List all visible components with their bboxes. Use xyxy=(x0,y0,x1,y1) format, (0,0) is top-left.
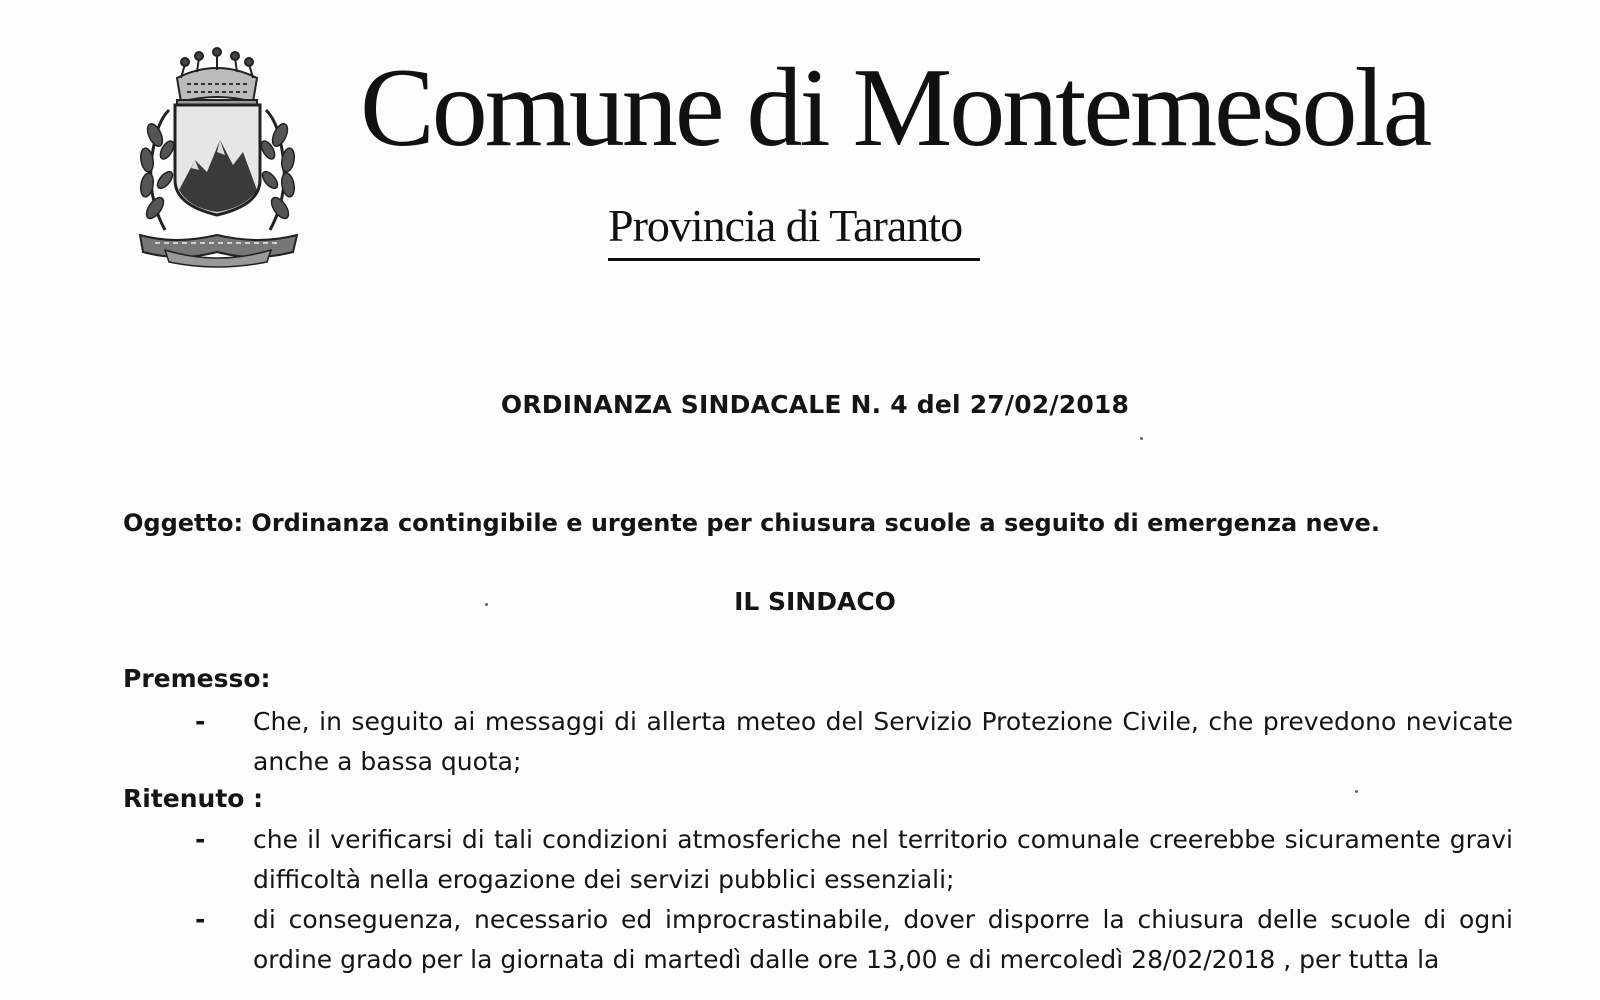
scan-speck xyxy=(1355,790,1358,793)
list-item-text: Che, in seguito ai messaggi di allerta meteo del Servizio Protezione Civile, che prevedono nevicate anche a bassa quota; xyxy=(253,707,1513,776)
province-underline xyxy=(608,258,980,261)
authority-heading: IL SINDACO xyxy=(734,587,896,616)
bullet-dash: - xyxy=(195,825,206,854)
list-item-text: che il verificarsi di tali condizioni atmosferiche nel territorio comunale creerebbe sicuramente gravi difficoltà nella erogazione dei servizi pubblici essenziali; xyxy=(253,825,1513,894)
list-item xyxy=(195,900,1513,980)
list-item xyxy=(195,702,1513,782)
list-item-text: di conseguenza, necessario ed improcrastinabile, dover disporre la chiusura delle scuole di ogni ordine grado per la giornata di martedì dalle ore 13,00 e di mercoledì 28/02/2018 , per tutta la xyxy=(253,905,1513,974)
scan-speck xyxy=(1140,437,1143,440)
province-subtitle: Provincia di Taranto xyxy=(608,200,963,251)
list-item xyxy=(195,820,1513,900)
coat-of-arms-icon xyxy=(125,40,310,270)
section-label-premesso: Premesso: xyxy=(123,664,271,693)
section-label-ritenuto: Ritenuto : xyxy=(123,784,264,813)
ordinance-title: ORDINANZA SINDACALE N. 4 del 27/02/2018 xyxy=(500,390,1130,419)
scan-speck xyxy=(485,603,488,606)
municipality-title: Comune di Montemesola xyxy=(360,46,1430,170)
bullet-dash: - xyxy=(195,707,206,736)
ordinance-subject: Oggetto: Ordinanza contingibile e urgente per chiusura scuole a seguito di emergenza neve. xyxy=(123,509,1380,537)
bullet-dash: - xyxy=(195,905,206,934)
